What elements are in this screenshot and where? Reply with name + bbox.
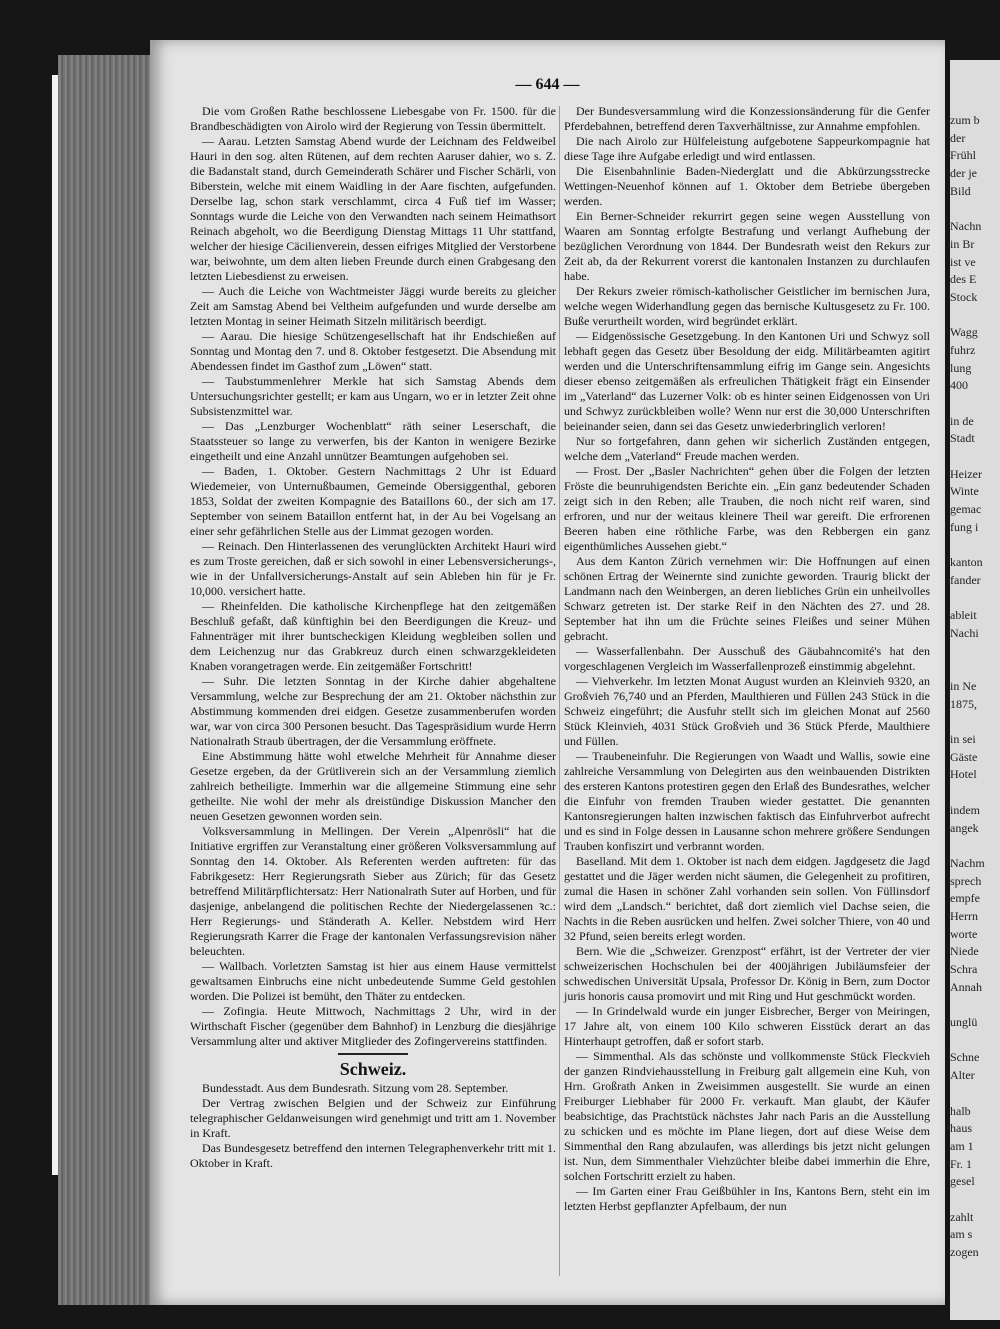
fragment-line: in Br: [950, 236, 975, 251]
fragment-line: Nachm: [950, 855, 985, 870]
fragment-line: in Ne: [950, 679, 977, 693]
fragment-line: Annah: [950, 979, 982, 994]
fragment-line: Hotel: [950, 767, 977, 782]
column-left-articles: [190, 104, 556, 1049]
fragment-line: [950, 996, 1000, 1014]
book-page-edges: [58, 55, 153, 1305]
fragment-line: [950, 660, 1000, 678]
article-paragraph: Volksversammlung in Mellingen. Der Verein „Alpenrösli“ hat die Initiative ergriffen zur Veranstaltung einer größeren Volksversammlung auf Sonntag den 14. Oktober. Als Referenten werden auftreten: für das Fabrikgesetz: Herr Regierungsrath Sieber aus Zürich; für das Gesetz betreffend Militärpflichtersatz: Herr Nationalrath Suter auf Horben, und für dasjenige, anbelangend die politischen Rechte der Niedergelassenen ꝛc.: Herr Regierungs- und Ständerath A. Keller. Nebstdem wird Herr Regierungsrath Karrer die Frage der kantonalen Verfassungsrevision näher beleuchten.: [190, 824, 556, 958]
fragment-line: der je: [950, 166, 977, 181]
article-paragraph: — Wallbach. Vorletzten Samstag ist hier aus einem Hause vermittelst gewaltsamen Einbruchs eine nicht unbedeutende Summe Geld gestohlen worden. Die Polizei ist bemüht, den Thäter zu entdecken.: [190, 959, 556, 1003]
article-paragraph: — Auch die Leiche von Wachtmeister Jäggi wurde bereits zu gleicher Zeit am Samstag Abend bei Veltheim aufgefunden und wurde derselbe am letzten Montag in seiner Heimath Sitzeln militärisch beerdigt.: [190, 284, 556, 328]
article-paragraph: — Simmenthal. Als das schönste und vollkommenste Stück Fleckvieh der ganzen Rindviehausstellung in Freiburg galt allgemein eine Kuh, von Hrn. Großrath Anken in Zweisimmen ausgestellt. Sie wurde an einen Freiburger Liebhaber für 2000 Fr. verkauft. Man glaubt, der Käufer beabsichtige, das Prachtstück nächstes Jahr nach Paris an die Ausstellung zu schicken und es möchte im Plane liegen, dort auf diese Weise dem Simmenthal den Rang abzulaufen, was allerdings bis jetzt nicht gelungen ist. Nun, dem Simmenthaler Viehzüchter bleibe dabei immerhin die Ehre, solchen Fortschritt erzielt zu haben.: [564, 1049, 930, 1183]
article-paragraph: — Reinach. Den Hinterlassenen des verunglückten Architekt Hauri wird es zum Troste gereichen, daß er sich sowohl in einer Lebensversicherungs-, wie in der Unfallversicherungs-Anstalt auf sein Ableben hin für je Fr. 10,000. versichert hatte.: [190, 539, 556, 598]
fragment-line: unglü: [950, 1015, 978, 1030]
fragment-line: [950, 784, 1000, 802]
fragment-line: ist ve: [950, 254, 976, 269]
fragment-line: indem: [950, 802, 980, 817]
fragment-line: [950, 537, 1000, 555]
fragment-line: des E: [950, 272, 977, 287]
column-left: [190, 104, 556, 1171]
fragment-line: Niede: [950, 944, 979, 959]
newspaper-page: [150, 40, 945, 1305]
fragment-line: Nachi: [950, 625, 979, 640]
fragment-line: [950, 1085, 1000, 1103]
article-paragraph: — Aarau. Die hiesige Schützengesellschaft hat ihr Endschießen auf Sonntag und Montag den 7. und 8. Oktober festgesetzt. Die Absendung mit Abendessen findet im Gasthof zum „Löwen“ statt.: [190, 329, 556, 373]
article-paragraph: Der Vertrag zwischen Belgien und der Schweiz zur Einführung telegraphischer Geldanweisungen wird genehmigt und tritt am 1. November in Kraft.: [190, 1096, 556, 1140]
column-right: [564, 104, 930, 1214]
fragment-line: gesel: [950, 1174, 975, 1189]
fragment-line: fander: [950, 572, 981, 587]
fragment-line: der: [950, 130, 966, 145]
article-paragraph: Baselland. Mit dem 1. Oktober ist nach dem eidgen. Jagdgesetz die Jagd gestattet und die Jäger werden nicht säumen, die Gelegenheit zu profitiren, zumal die Hasen in schöner Zahl vorhanden sein sollen. Von Füllinsdorf wird dem „Landsch.“ berichtet, daß dort ziemlich viel Dachse seien, die Nachts in die Reben ausrücken und helfen. Zwei solcher Thiere, von 40 und 32 Pfund, seien bereits erlegt worden.: [564, 854, 930, 943]
article-paragraph: — Eidgenössische Gesetzgebung. In den Kantonen Uri und Schwyz soll lebhaft gegen das Gesetz über Besoldung der eidg. Militärbeamten agitirt werden und die Unterschriftensammlung eifrig im Gange sein. Angesichts dieser ebenso zeitgemäßen als erfreulichen Thätigkeit frägt ein Einsender im „Vaterland“ das Luzerner Volk: ob es hinter seinen Eidgenossen von Uri und Schwyz zurückbleiben wolle? Wenn nur erst die 30,000 Unterschriften beieinander seien, dann sei das Gesetz unwiederbringlich verloren!: [564, 329, 930, 433]
fragment-line: worte: [950, 926, 978, 941]
article-paragraph: — Suhr. Die letzten Sonntag in der Kirche dahier abgehaltene Versammlung, welche zur Besprechung der am 21. Oktober nächsthin zur Abstimmung kommenden drei eidgen. Gesetze zusammenberufen worden war, war von circa 300 Personen besucht. Das Tagespräsidium wurde Herrn Nationalrath Straub übertragen, der die Versammlung eröffnete.: [190, 674, 556, 748]
article-paragraph: Bern. Wie die „Schweizer. Grenzpost“ erfährt, ist der Vertreter der vier schweizerischen Hochschulen bei der 400jährigen Jubiläumsfeier der schwedischen Universität Upsala, Professor Dr. König in Bern, zum Doctor juris honoris causa promovirt und mit Ring und Hut geschmückt worden.: [564, 944, 930, 1003]
fragment-line: [950, 713, 1000, 731]
article-paragraph: Die vom Großen Rathe beschlossene Liebesgabe von Fr. 1500. für die Brandbeschädigten von Airolo wird der Regierung von Tessin übermittelt.: [190, 104, 556, 133]
fragment-line: fuhrz: [950, 342, 976, 357]
article-paragraph: Eine Abstimmung hätte wohl etwelche Mehrheit für Annahme dieser Gesetze ergeben, da der Grütliverein sich an der Versammlung ziemlich zahlreich betheiligte. Immerhin war die allgemeine Stimmung eine sehr getheilte. Nie wohl der mehr als dreistündige Diskussion Mancher den neuen Gesetzen gewonnen worden sein.: [190, 749, 556, 823]
fragment-line: Frühl: [950, 148, 977, 163]
article-paragraph: Der Rekurs zweier römisch-katholischer Geistlicher im bernischen Jura, welche wegen Widerhandlung gegen das bernische Kultusgesetz zu Fr. 100. Buße verurtheilt worden, wird begründet erklärt.: [564, 284, 930, 328]
fragment-line: fung i: [950, 519, 979, 534]
fragment-line: empfe: [950, 891, 980, 906]
fragment-line: zogen: [950, 1245, 979, 1259]
fragment-line: zum b: [950, 113, 980, 127]
fragment-line: Winte: [950, 484, 979, 499]
fragment-line: Gäste: [950, 749, 978, 764]
fragment-line: Stadt: [950, 431, 975, 446]
fragment-line: halb: [950, 1103, 971, 1118]
article-paragraph: Nur so fortgefahren, dann gehen wir sicherlich Zuständen entgegen, welche dem „Vaterland“ Freude machen werden.: [564, 434, 930, 463]
fragment-line: Heizer: [950, 466, 982, 481]
fragment-line: Wagg: [950, 325, 978, 340]
fragment-line: [950, 448, 1000, 466]
fragment-line: in de: [950, 413, 974, 428]
fragment-line: sprech: [950, 873, 982, 888]
article-paragraph: Aus dem Kanton Zürich vernehmen wir: Die Hoffnungen auf einen schönen Ertrag der Weinernte sind zunichte geworden. Traurig blickt der Landmann nach den Weinbergen, an deren liebliches Grün ein unheilvolles Schwarz getreten ist. Der starke Reif in den Nächten des 27. und 28. September hat ihn um die Früchte seines Fleißes und seiner Mühen gebracht.: [564, 554, 930, 643]
section-rule: [338, 1053, 408, 1055]
fragment-line: angek: [950, 820, 979, 835]
article-paragraph: — Taubstummenlehrer Merkle hat sich Samstag Abends dem Untersuchungsrichter gestellt; er kam aus Ungarn, wo er in letzter Zeit ohne Subsistenzmittel war.: [190, 374, 556, 418]
fragment-line: ableit: [950, 608, 977, 623]
fragment-line: [950, 200, 1000, 218]
fragment-line: Herrn: [950, 908, 978, 923]
article-paragraph: Bundesstadt. Aus dem Bundesrath. Sitzung vom 28. September.: [202, 1081, 509, 1095]
article-paragraph: — Traubeneinfuhr. Die Regierungen von Waadt und Wallis, sowie eine zahlreiche Versammlung von Delegirten aus den weinbauenden Distrikten des ersteren Kantons protestiren gegen den Erlaß des Bundesrathes, welcher die Einfuhr von fremden Trauben wieder gestattet. Die genannten Kantonsregierungen halten inzwischen faktisch das Einfuhrverbot aufrecht und es sind in Folge dessen in Lausanne schon mehrere größere Sendungen Trauben konfiszirt und verbrannt worden.: [564, 749, 930, 853]
fragment-line: am 1: [950, 1138, 974, 1153]
column-right-articles: [564, 104, 930, 1214]
article-paragraph: — Das „Lenzburger Wochenblatt“ räth seiner Leserschaft, die Staatssteuer so lange zu verwerfen, bis der Kanton in wenigere Bezirke eingetheilt und eine Anzahl unnützer Beamtungen aufgehoben sei.: [190, 419, 556, 463]
fragment-line: Fr. 1: [950, 1156, 973, 1171]
column-divider: [559, 106, 560, 1276]
fragment-line: [950, 643, 1000, 661]
fragment-line: kanton: [950, 555, 983, 570]
article-paragraph: — Rheinfelden. Die katholische Kirchenpflege hat den zeitgemäßen Beschluß gefaßt, daß künftighin bei den Beerdigungen die Kreuz- und Fahnenträger mit ihrer buntscheckigen Kleidung wegbleiben sollen und dem Leichenzug nur das Grabkreuz durch einen schwarzgekleideten Knaben vorangetragen werde. Ein zeitgemäßer Fortschritt!: [190, 599, 556, 673]
article-paragraph: — Viehverkehr. Im letzten Monat August wurden an Kleinvieh 9320, an Großvieh 76,740 und an Pferden, Maulthieren und Füllen 243 Stück in die Schweiz eingeführt; die Ausfuhr stellt sich im gleichen Monat auf 2560 Stück Kleinvieh, 4031 Stück Großvieh und 36 Stück Pferde, Maulthiere und Füllen.: [564, 674, 930, 748]
article-paragraph: — Baden, 1. Oktober. Gestern Nachmittags 2 Uhr ist Eduard Wiedemeier, von Unternußbaumen, Gemeinde Obersiggenthal, geboren 1853, Soldat der zweiten Kompagnie des Bataillons 60., der sich am 17. September von seinem Bataillon entfernt hat, in der Au bei Vogelsang an einer sehr gefährlichen Stelle aus der Limmat gezogen worden.: [190, 464, 556, 538]
fragment-line: in sei: [950, 732, 976, 747]
fragment-line: Stock: [950, 289, 978, 304]
article-paragraph: — Wasserfallenbahn. Der Ausschuß des Gäubahncomité's hat den vorgeschlagenen Vergleich im Wasserfallenprozeß einstimmig abgelehnt.: [564, 644, 930, 673]
article-paragraph: Das Bundesgesetz betreffend den internen Telegraphenverkehr tritt mit 1. Oktober in Kraft.: [190, 1141, 556, 1170]
fragment-line: [950, 837, 1000, 855]
fragment-line: Schra: [950, 962, 978, 976]
fragment-line: 400: [950, 378, 968, 393]
fragment-line: [950, 307, 1000, 325]
fragment-line: Nachn: [950, 219, 982, 234]
article-paragraph: — In Grindelwald wurde ein junger Eisbrecher, Berger von Meiringen, 17 Jahre alt, von einem 100 Kilo schweren Eisstück derart an das Hinterhaupt getroffen, daß er sofort starb.: [564, 1004, 930, 1048]
fragment-line: [950, 590, 1000, 608]
fragment-line: 1875,: [950, 696, 977, 711]
article-paragraph: — Frost. Der „Basler Nachrichten“ gehen über die Folgen der letzten Fröste die beunruhigendsten Berichte ein. „Ein ganz bedeutender Schaden zeigt sich in den Reben; alle Trauben, die noch nicht reif waren, sind erfroren, und nur der weitaus kleinere Theil war gereift. Die erfrorenen Beeren haben eine röthliche Farbe, was den Rebbergen ein ganz eigenthümliches Aussehen giebt.“: [564, 464, 930, 553]
fragment-line: gemac: [950, 502, 982, 517]
fragment-line: lung: [950, 360, 972, 375]
page-number: — 644 —: [515, 76, 580, 93]
article-paragraph: — Aarau. Letzten Samstag Abend wurde der Leichnam des Feldweibel Hauri in den sog. alten Rütenen, auf dem rechten Aaruser dahier, wo s. Z. die Badanstalt stand, durch Gemeinderath Schärer und Fischer Schärli, von Biberstein, welche mit einem Waidling in der Aare fischten, aufgefunden. Derselbe lag, schon stark verschlammt, circa 4 Fuß tief im Wasser; Sonntags wurde die Leiche von den Verwandten nach seinem Heimathsort Reinach abgeholt, wo die Beerdigung Dienstag Mittags 11 Uhr stattfand, welcher der hiesige Cäcilienverein, dessen eifriges Mitglied der Verstorbene war, beiwohnte, um dem alten lieben Freunde durch einen Grabgesang den letzten Liebesdienst zu erweisen.: [190, 134, 556, 283]
article-paragraph: Der Bundesversammlung wird die Konzessionsänderung für die Genfer Pferdebahnen, betreffend deren Taxverhältnisse, zur Annahme empfohlen.: [564, 104, 930, 133]
fragment-line: [950, 395, 1000, 413]
column-left-articles-2: [190, 1081, 556, 1171]
next-page-fragment: [950, 60, 1000, 1320]
article-paragraph: Ein Berner-Schneider rekurrirt gegen seine wegen Ausstellung von Waaren am Sonntag erfolgte Bestrafung und verlangt Aufhebung der bezüglichen Verordnung von 1844. Der Bundesrath weist den Rekurs zur Zeit ab, da der Rekurrent vorerst die kantonalen Instanzen zu durchlaufen habe.: [564, 209, 930, 283]
fragment-line: zahlt: [950, 1209, 974, 1224]
fragment-line: Bild: [950, 183, 971, 198]
article-paragraph: Die Eisenbahnlinie Baden-Niederglatt und die Abkürzungsstrecke Wettingen-Neuenhof können auf 1. Oktober dem Betriebe übergeben werden.: [564, 164, 930, 208]
fragment-line: Schne: [950, 1050, 980, 1065]
fragment-line: Alter: [950, 1068, 975, 1083]
article-paragraph: — Zofingia. Heute Mittwoch, Nachmittags 2 Uhr, wird in der Wirthschaft Fischer (gegenüber dem Bahnhof) in Lenzburg die diesjährige Versammlung alter und aktiver Mitglieder des Zofingervereins stattfinden.: [190, 1004, 556, 1048]
fragment-line: [950, 1191, 1000, 1209]
fragment-line: haus: [950, 1121, 972, 1136]
article-paragraph: — Im Garten einer Frau Geißbühler in Ins, Kantons Bern, steht ein im letzten Herbst gepflanzter Apfelbaum, der nun: [564, 1184, 930, 1213]
fragment-line: [950, 1032, 1000, 1050]
fragment-line: am s: [950, 1227, 973, 1242]
article-paragraph: Die nach Airolo zur Hülfeleistung aufgebotene Sappeurkompagnie hat diese Tage ihre Aufgabe erledigt und wird entlassen.: [564, 134, 930, 163]
section-heading: Schweiz.: [339, 1059, 407, 1079]
